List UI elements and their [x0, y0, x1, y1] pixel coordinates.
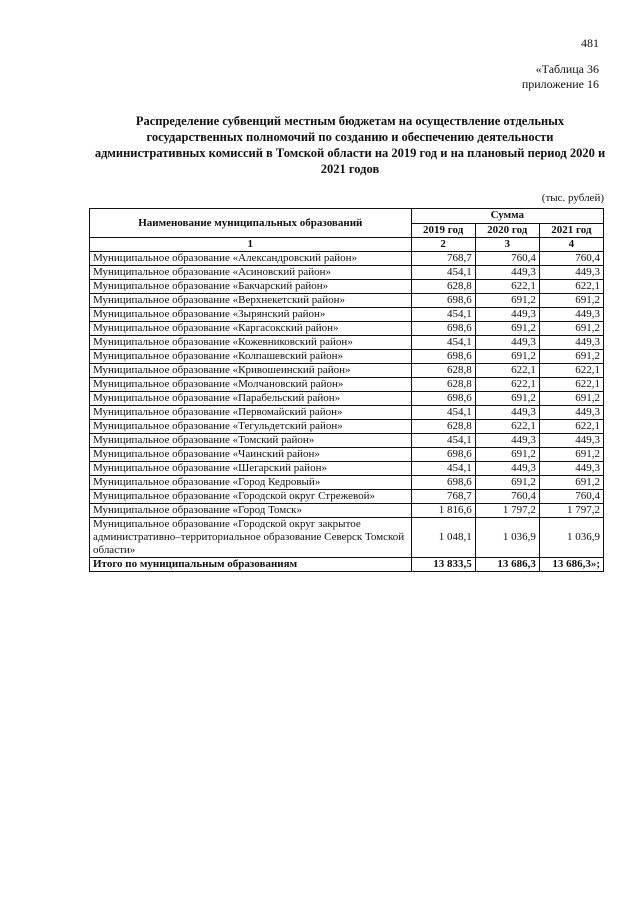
table-row — [90, 420, 604, 434]
document-title: Распределение субвенций местным бюджетам на осуществление отдельных государственных полномочий по созданию и обеспечению деятельности административных комиссий в Томской области на 2019 год и на плановый период 2020 и 2021 годов — [94, 114, 606, 176]
value-2021: 449,3 — [539, 308, 603, 322]
municipality-name: Муниципальное образование «Городской округ Стрежевой» — [90, 490, 412, 504]
value-2021: 691,2 — [539, 476, 603, 490]
value-2021: 449,3 — [539, 462, 603, 476]
value-2019: 1 816,6 — [411, 504, 475, 518]
table-row — [90, 518, 604, 558]
column-index: 3 — [475, 238, 539, 252]
value-2019: 628,8 — [411, 378, 475, 392]
total-2020: 13 686,3 — [475, 558, 539, 572]
value-2019: 454,1 — [411, 434, 475, 448]
table-row — [90, 448, 604, 462]
value-2019: 698,6 — [411, 392, 475, 406]
municipality-name: Муниципальное образование «Кожевниковский район» — [90, 336, 412, 350]
table-row — [90, 308, 604, 322]
header-name-column: Наименование муниципальных образований — [90, 209, 412, 238]
value-2021: 622,1 — [539, 280, 603, 294]
value-2020: 691,2 — [475, 322, 539, 336]
column-index: 2 — [411, 238, 475, 252]
value-2019: 628,8 — [411, 364, 475, 378]
table-reference-line2: приложение 16 — [521, 77, 599, 91]
table-row — [90, 504, 604, 518]
table-row — [90, 336, 604, 350]
value-2019: 698,6 — [411, 350, 475, 364]
value-2019: 698,6 — [411, 322, 475, 336]
table-row — [90, 378, 604, 392]
municipality-name: Муниципальное образование «Тегульдетский район» — [90, 420, 412, 434]
value-2021: 449,3 — [539, 406, 603, 420]
table-row — [90, 462, 604, 476]
column-index: 1 — [90, 238, 412, 252]
municipality-name: Муниципальное образование «Парабельский район» — [90, 392, 412, 406]
value-2020: 449,3 — [475, 434, 539, 448]
value-2020: 449,3 — [475, 462, 539, 476]
value-2020: 691,2 — [475, 294, 539, 308]
table-row — [90, 266, 604, 280]
table-row — [90, 350, 604, 364]
table-row — [90, 252, 604, 266]
value-2020: 449,3 — [475, 308, 539, 322]
value-2021: 691,2 — [539, 350, 603, 364]
value-2019: 454,1 — [411, 336, 475, 350]
page-number: 481 — [581, 36, 599, 50]
value-2020: 622,1 — [475, 280, 539, 294]
value-2019: 454,1 — [411, 462, 475, 476]
value-2019: 698,6 — [411, 476, 475, 490]
subvention-table — [89, 208, 604, 572]
value-2020: 1 036,9 — [475, 518, 539, 558]
value-2020: 691,2 — [475, 448, 539, 462]
header-year-2020: 2020 год — [475, 223, 539, 238]
column-index: 4 — [539, 238, 603, 252]
municipality-name: Муниципальное образование «Город Кедровый» — [90, 476, 412, 490]
value-2020: 691,2 — [475, 476, 539, 490]
value-2020: 760,4 — [475, 252, 539, 266]
table-row — [90, 476, 604, 490]
municipality-name: Муниципальное образование «Томский район» — [90, 434, 412, 448]
value-2021: 449,3 — [539, 266, 603, 280]
value-2019: 454,1 — [411, 406, 475, 420]
total-2021: 13 686,3»; — [539, 558, 603, 572]
value-2021: 622,1 — [539, 420, 603, 434]
municipality-name: Муниципальное образование «Молчановский район» — [90, 378, 412, 392]
municipality-name: Муниципальное образование «Асиновский район» — [90, 266, 412, 280]
municipality-name: Муниципальное образование «Александровский район» — [90, 252, 412, 266]
value-2019: 454,1 — [411, 266, 475, 280]
municipality-name: Муниципальное образование «Каргасокский район» — [90, 322, 412, 336]
value-2019: 628,8 — [411, 420, 475, 434]
table-body — [90, 252, 604, 558]
value-2020: 691,2 — [475, 350, 539, 364]
municipality-name: Муниципальное образование «Кривошеинский район» — [90, 364, 412, 378]
municipality-name: Муниципальное образование «Чаинский район» — [90, 448, 412, 462]
value-2020: 622,1 — [475, 378, 539, 392]
value-2020: 449,3 — [475, 336, 539, 350]
value-2020: 449,3 — [475, 406, 539, 420]
table-reference — [522, 62, 599, 92]
municipality-name: Муниципальное образование «Городской округ закрытое административно–территориальное образование Северск Томской области» — [90, 518, 412, 558]
table-row — [90, 406, 604, 420]
value-2019: 768,7 — [411, 252, 475, 266]
value-2020: 622,1 — [475, 364, 539, 378]
value-2021: 691,2 — [539, 294, 603, 308]
total-label: Итого по муниципальным образованиям — [90, 558, 412, 572]
value-2019: 1 048,1 — [411, 518, 475, 558]
table-row — [90, 280, 604, 294]
value-2021: 1 797,2 — [539, 504, 603, 518]
value-2021: 622,1 — [539, 378, 603, 392]
value-2021: 622,1 — [539, 364, 603, 378]
value-2019: 698,6 — [411, 294, 475, 308]
table-row — [90, 364, 604, 378]
table-row — [90, 294, 604, 308]
municipality-name: Муниципальное образование «Верхнекетский район» — [90, 294, 412, 308]
value-2020: 1 797,2 — [475, 504, 539, 518]
table-row — [90, 434, 604, 448]
value-2019: 454,1 — [411, 308, 475, 322]
header-year-2019: 2019 год — [411, 223, 475, 238]
municipality-name: Муниципальное образование «Город Томск» — [90, 504, 412, 518]
municipality-name: Муниципальное образование «Зырянский район» — [90, 308, 412, 322]
value-2021: 691,2 — [539, 392, 603, 406]
value-2021: 691,2 — [539, 448, 603, 462]
value-2021: 1 036,9 — [539, 518, 603, 558]
value-2021: 691,2 — [539, 322, 603, 336]
value-2021: 760,4 — [539, 490, 603, 504]
value-2020: 449,3 — [475, 266, 539, 280]
municipality-name: Муниципальное образование «Бакчарский район» — [90, 280, 412, 294]
value-2020: 691,2 — [475, 392, 539, 406]
value-2021: 449,3 — [539, 336, 603, 350]
value-2021: 449,3 — [539, 434, 603, 448]
table-row — [90, 490, 604, 504]
municipality-name: Муниципальное образование «Шегарский район» — [90, 462, 412, 476]
units-label: (тыс. рублей) — [541, 192, 604, 204]
value-2019: 698,6 — [411, 448, 475, 462]
table-reference-line1: «Таблица 36 — [535, 62, 599, 76]
municipality-name: Муниципальное образование «Первомайский район» — [90, 406, 412, 420]
total-2019: 13 833,5 — [411, 558, 475, 572]
value-2021: 760,4 — [539, 252, 603, 266]
table-row — [90, 392, 604, 406]
value-2019: 768,7 — [411, 490, 475, 504]
header-sum: Сумма — [411, 209, 603, 224]
value-2019: 628,8 — [411, 280, 475, 294]
municipality-name: Муниципальное образование «Колпашевский район» — [90, 350, 412, 364]
value-2020: 622,1 — [475, 420, 539, 434]
total-row — [90, 558, 604, 572]
value-2020: 760,4 — [475, 490, 539, 504]
header-year-2021: 2021 год — [539, 223, 603, 238]
table-row — [90, 322, 604, 336]
